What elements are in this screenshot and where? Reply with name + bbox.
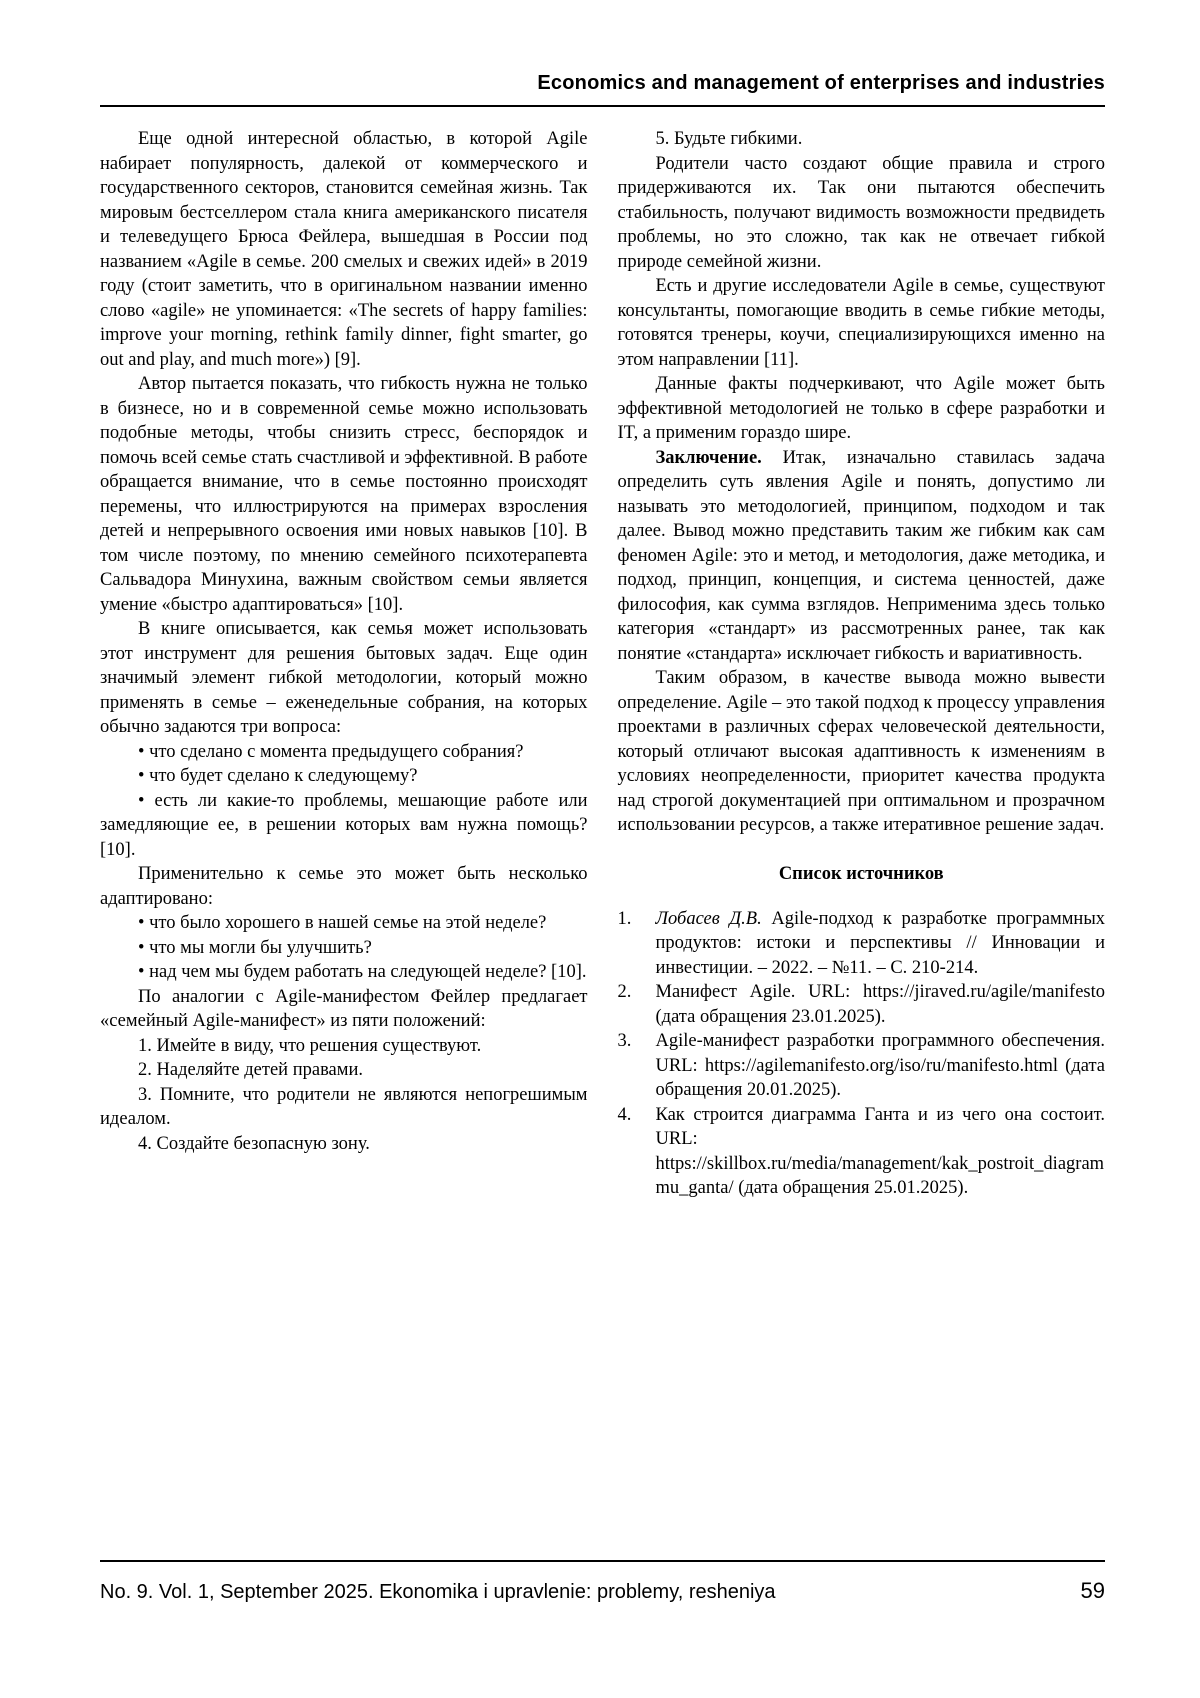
body-paragraph: Есть и другие исследователи Agile в семье, существуют консультанты, помогающие вводить в семье гибкие методы, готовятся тренеры, коучи, специализирующихся именно на этом направлении [11].: [617, 276, 1105, 370]
bullet-item: • над чем мы будем работать на следующей неделе? [10].: [138, 962, 587, 982]
reference-body-text: Agile-подход к разработке программных продуктов: истоки и перспективы // Инновации и инвестиции. – 2022. – №11. – С. 210-214.: [655, 908, 1106, 978]
reference-number: 1.: [617, 908, 632, 929]
bullet-item: • что сделано с момента предыдущего собрания?: [138, 741, 524, 762]
conclusion-paragraph: [618, 446, 1106, 667]
list-item: 3. Помните, что родители не являются непогрешимым идеалом.: [100, 1084, 588, 1129]
body-paragraph: Данные факты подчеркивают, что Agile может быть эффективной методологией не только в сфере разработки и IT, а применим гораздо шире.: [617, 374, 1105, 443]
right-column: [618, 127, 1106, 1201]
body-paragraph: По аналогии с Agile-манифестом Фейлер предлагает «семейный Agile-манифест» из пяти положений:: [100, 986, 588, 1031]
body-paragraph: Таким образом, в качестве вывода можно вывести определение. Agile – это такой подход к процессу управления проектами в различных сферах человеческой деятельности, который отличают высокая адаптивность к изменениям в условиях неопределенности, приоритет качества продукта над строгой документацией при оптимальном и прозрачном использовании ресурсов, а также итеративное решение задач.: [617, 668, 1105, 835]
article-body: [100, 127, 1105, 1201]
conclusion-text: Итак, изначально ставилась задача определить суть явления Agile и понять, допустимо ли называть это методологией, принципом, подходом и так далее. Вывод можно представить таким же гибким как сам феномен Agile: это и метод, и методология, даже методика, и подход, принцип, концепция, и система ценностей, даже философия, как сумма взглядов. Неприменима здесь только категория «стандарт» из рассмотренных ранее, так как понятие «стандарта» исключает гибкость и вариативность.: [617, 447, 1105, 664]
left-column: [100, 127, 588, 1201]
bullet-item: • что будет сделано к следующему?: [138, 766, 418, 786]
bullet-item: • что мы могли бы улучшить?: [138, 937, 372, 958]
running-head: Economics and management of enterprises and industries: [537, 72, 1105, 94]
footer-journal-info: No. 9. Vol. 1, September 2025. Ekonomika i upravlenie: problemy, resheniya: [100, 1581, 776, 1603]
reference-number: 3.: [617, 1031, 632, 1051]
reference-item: [618, 907, 1106, 981]
body-paragraph: Еще одной интересной областью, в которой Agile набирает популярность, далекой от коммерческого и государственного секторов, становится семейная жизнь. Так мировым бестселлером стала книга американского писателя и телеведущего Брюса Фейлера, вышедшая в России под названием «Agile в семье. 200 смелых и свежих идей» в 2019 году (стоит заметить, что в оригинальном названии именно слово «agile» не упоминается: «The secrets of happy families: improve your morning, rethink family dinner, fight smarter, go out and play, and much more») [9].: [100, 129, 588, 370]
body-paragraph: Автор пытается показать, что гибкость нужна не только в бизнесе, но и в современной семье можно использовать подобные методы, чтобы снизить стресс, беспорядок и помочь всей семье стать счастливой и эффективной. В работе обращается внимание, что в семье постоянно происходят перемены, что иллюстрируются на примерах взросления детей и непрерывного освоения ими новых навыков [10]. В том числе поэтому, по мнению семейного психотерапевта Сальвадора Минухина, важным свойством семьи является умение «быстро адаптироваться» [10].: [100, 374, 588, 615]
references-heading: Список источников: [778, 863, 944, 884]
bullet-item: • что было хорошего в нашей семье на этой неделе?: [138, 913, 547, 933]
body-paragraph: Родители часто создают общие правила и строго придерживаются их. Так они пытаются обеспечить стабильность, получают видимость возможности предвидеть проблемы, но это сложно, так как не отвечает гибкой природе семейной жизни.: [617, 153, 1105, 272]
reference-text: Как строится диаграмма Ганта и из чего она состоит. URL: https://skillbox.ru/media/management/kak_postroit_diagrammu_ganta/ (дата обращения 25.01.2025).: [655, 1104, 1105, 1198]
conclusion-lead: Заключение.: [655, 447, 762, 468]
reference-number: 4.: [617, 1104, 632, 1125]
list-item: 5. Будьте гибкими.: [655, 129, 803, 149]
bullet-item: • есть ли какие-то проблемы, мешающие работе или замедляющие ее, в решении которых вам нужна помощь? [10].: [100, 790, 588, 860]
reference-text: Agile-манифест разработки программного обеспечения. URL: https://agilemanifesto.org/iso/ru/manifesto.html (дата обращения 20.01.2025).: [655, 1031, 1105, 1100]
footer: [100, 1560, 1105, 1604]
reference-text: [656, 907, 1106, 981]
reference-number: 2.: [617, 982, 632, 1002]
list-item: 4. Создайте безопасную зону.: [138, 1133, 370, 1154]
reference-item: [618, 980, 1106, 1029]
header-rule: [100, 105, 1105, 107]
reference-text: Манифест Agile. URL: https://jiraved.ru/agile/manifesto (дата обращения 23.01.2025).: [655, 982, 1105, 1027]
body-paragraph: Применительно к семье это может быть несколько адаптировано:: [100, 864, 588, 909]
reference-author: Лобасев Д.В.: [655, 908, 762, 929]
reference-item: [618, 1029, 1106, 1103]
list-item: 1. Имейте в виду, что решения существуют.: [138, 1035, 482, 1056]
body-paragraph: В книге описывается, как семья может использовать этот инструмент для решения бытовых задач. Еще один значимый элемент гибкой методологии, который можно применять в семье – еженедельные собрания, на которых обычно задаются три вопроса:: [100, 619, 588, 737]
reference-item: [618, 1103, 1106, 1201]
footer-page-number: 59: [1080, 1578, 1105, 1603]
list-item: 2. Наделяйте детей правами.: [138, 1060, 363, 1080]
